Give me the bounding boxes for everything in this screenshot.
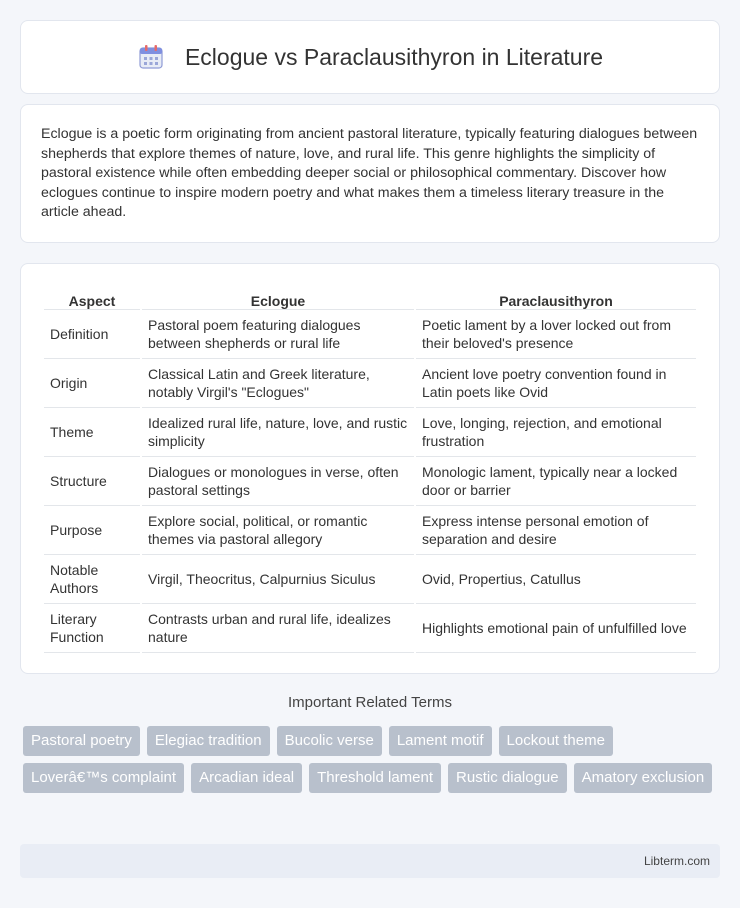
- related-term-tag[interactable]: Pastoral poetry: [23, 726, 140, 756]
- related-terms-title: Important Related Terms: [288, 694, 452, 711]
- row-eclogue: Classical Latin and Greek literature, notably Virgil's "Eclogues": [142, 359, 414, 408]
- table-row: [44, 457, 696, 506]
- row-aspect: Definition: [44, 310, 140, 359]
- row-eclogue: Idealized rural life, nature, love, and rustic simplicity: [142, 408, 414, 457]
- title-card: [20, 20, 720, 94]
- related-term-tag[interactable]: Amatory exclusion: [574, 763, 713, 793]
- comparison-card: [20, 263, 720, 674]
- row-aspect: Theme: [44, 408, 140, 457]
- related-term-tag[interactable]: Bucolic verse: [277, 726, 382, 756]
- comparison-table: [42, 284, 698, 653]
- row-eclogue: Explore social, political, or romantic themes via pastoral allegory: [142, 506, 414, 555]
- related-terms-list: [23, 726, 723, 793]
- row-aspect: Origin: [44, 359, 140, 408]
- related-term-tag[interactable]: Loverâ€™s complaint: [23, 763, 184, 793]
- related-term-tag[interactable]: Threshold lament: [309, 763, 441, 793]
- header-paraclausithyron: Paraclausithyron: [416, 284, 696, 310]
- table-row: [44, 310, 696, 359]
- header-eclogue: Eclogue: [142, 284, 414, 310]
- calendar-icon: [137, 43, 165, 71]
- row-aspect: Notable Authors: [44, 555, 140, 604]
- table-header-row: [44, 284, 696, 310]
- related-term-tag[interactable]: Rustic dialogue: [448, 763, 567, 793]
- row-paraclausithyron: Ancient love poetry convention found in Latin poets like Ovid: [416, 359, 696, 408]
- footer-site-link[interactable]: Libterm.com: [643, 854, 710, 868]
- related-term-tag[interactable]: Lament motif: [389, 726, 492, 756]
- related-term-tag[interactable]: Lockout theme: [499, 726, 613, 756]
- table-row: [44, 555, 696, 604]
- row-eclogue: Pastoral poem featuring dialogues between shepherds or rural life: [142, 310, 414, 359]
- related-term-tag[interactable]: Elegiac tradition: [147, 726, 270, 756]
- row-eclogue: Contrasts urban and rural life, idealizes nature: [142, 604, 414, 653]
- row-paraclausithyron: Monologic lament, typically near a locked door or barrier: [416, 457, 696, 506]
- header-aspect: Aspect: [44, 284, 140, 310]
- intro-text: Eclogue is a poetic form originating from ancient pastoral literature, typically featuring dialogues between shepherds that explore themes of nature, love, and rural life. This genre highlights the simplicity of pastoral existence while often embedding deeper social or philosophical commentary. Discover how eclogues continue to inspire modern poetry and what makes them a timeless literary treasure in the article ahead.: [41, 126, 698, 221]
- table-row: [44, 359, 696, 408]
- row-aspect: Purpose: [44, 506, 140, 555]
- page-title: Eclogue vs Paraclausithyron in Literature: [184, 43, 604, 70]
- row-paraclausithyron: Poetic lament by a lover locked out from their beloved's presence: [416, 310, 696, 359]
- row-eclogue: Dialogues or monologues in verse, often pastoral settings: [142, 457, 414, 506]
- related-term-tag[interactable]: Arcadian ideal: [191, 763, 302, 793]
- table-row: [44, 408, 696, 457]
- row-eclogue: Virgil, Theocritus, Calpurnius Siculus: [142, 555, 414, 604]
- table-row: [44, 604, 696, 653]
- row-paraclausithyron: Ovid, Propertius, Catullus: [416, 555, 696, 604]
- intro-card: [20, 104, 720, 243]
- row-paraclausithyron: Express intense personal emotion of separation and desire: [416, 506, 696, 555]
- table-row: [44, 506, 696, 555]
- row-paraclausithyron: Highlights emotional pain of unfulfilled love: [416, 604, 696, 653]
- footer: [20, 844, 720, 878]
- row-paraclausithyron: Love, longing, rejection, and emotional frustration: [416, 408, 696, 457]
- row-aspect: Literary Function: [44, 604, 140, 653]
- row-aspect: Structure: [44, 457, 140, 506]
